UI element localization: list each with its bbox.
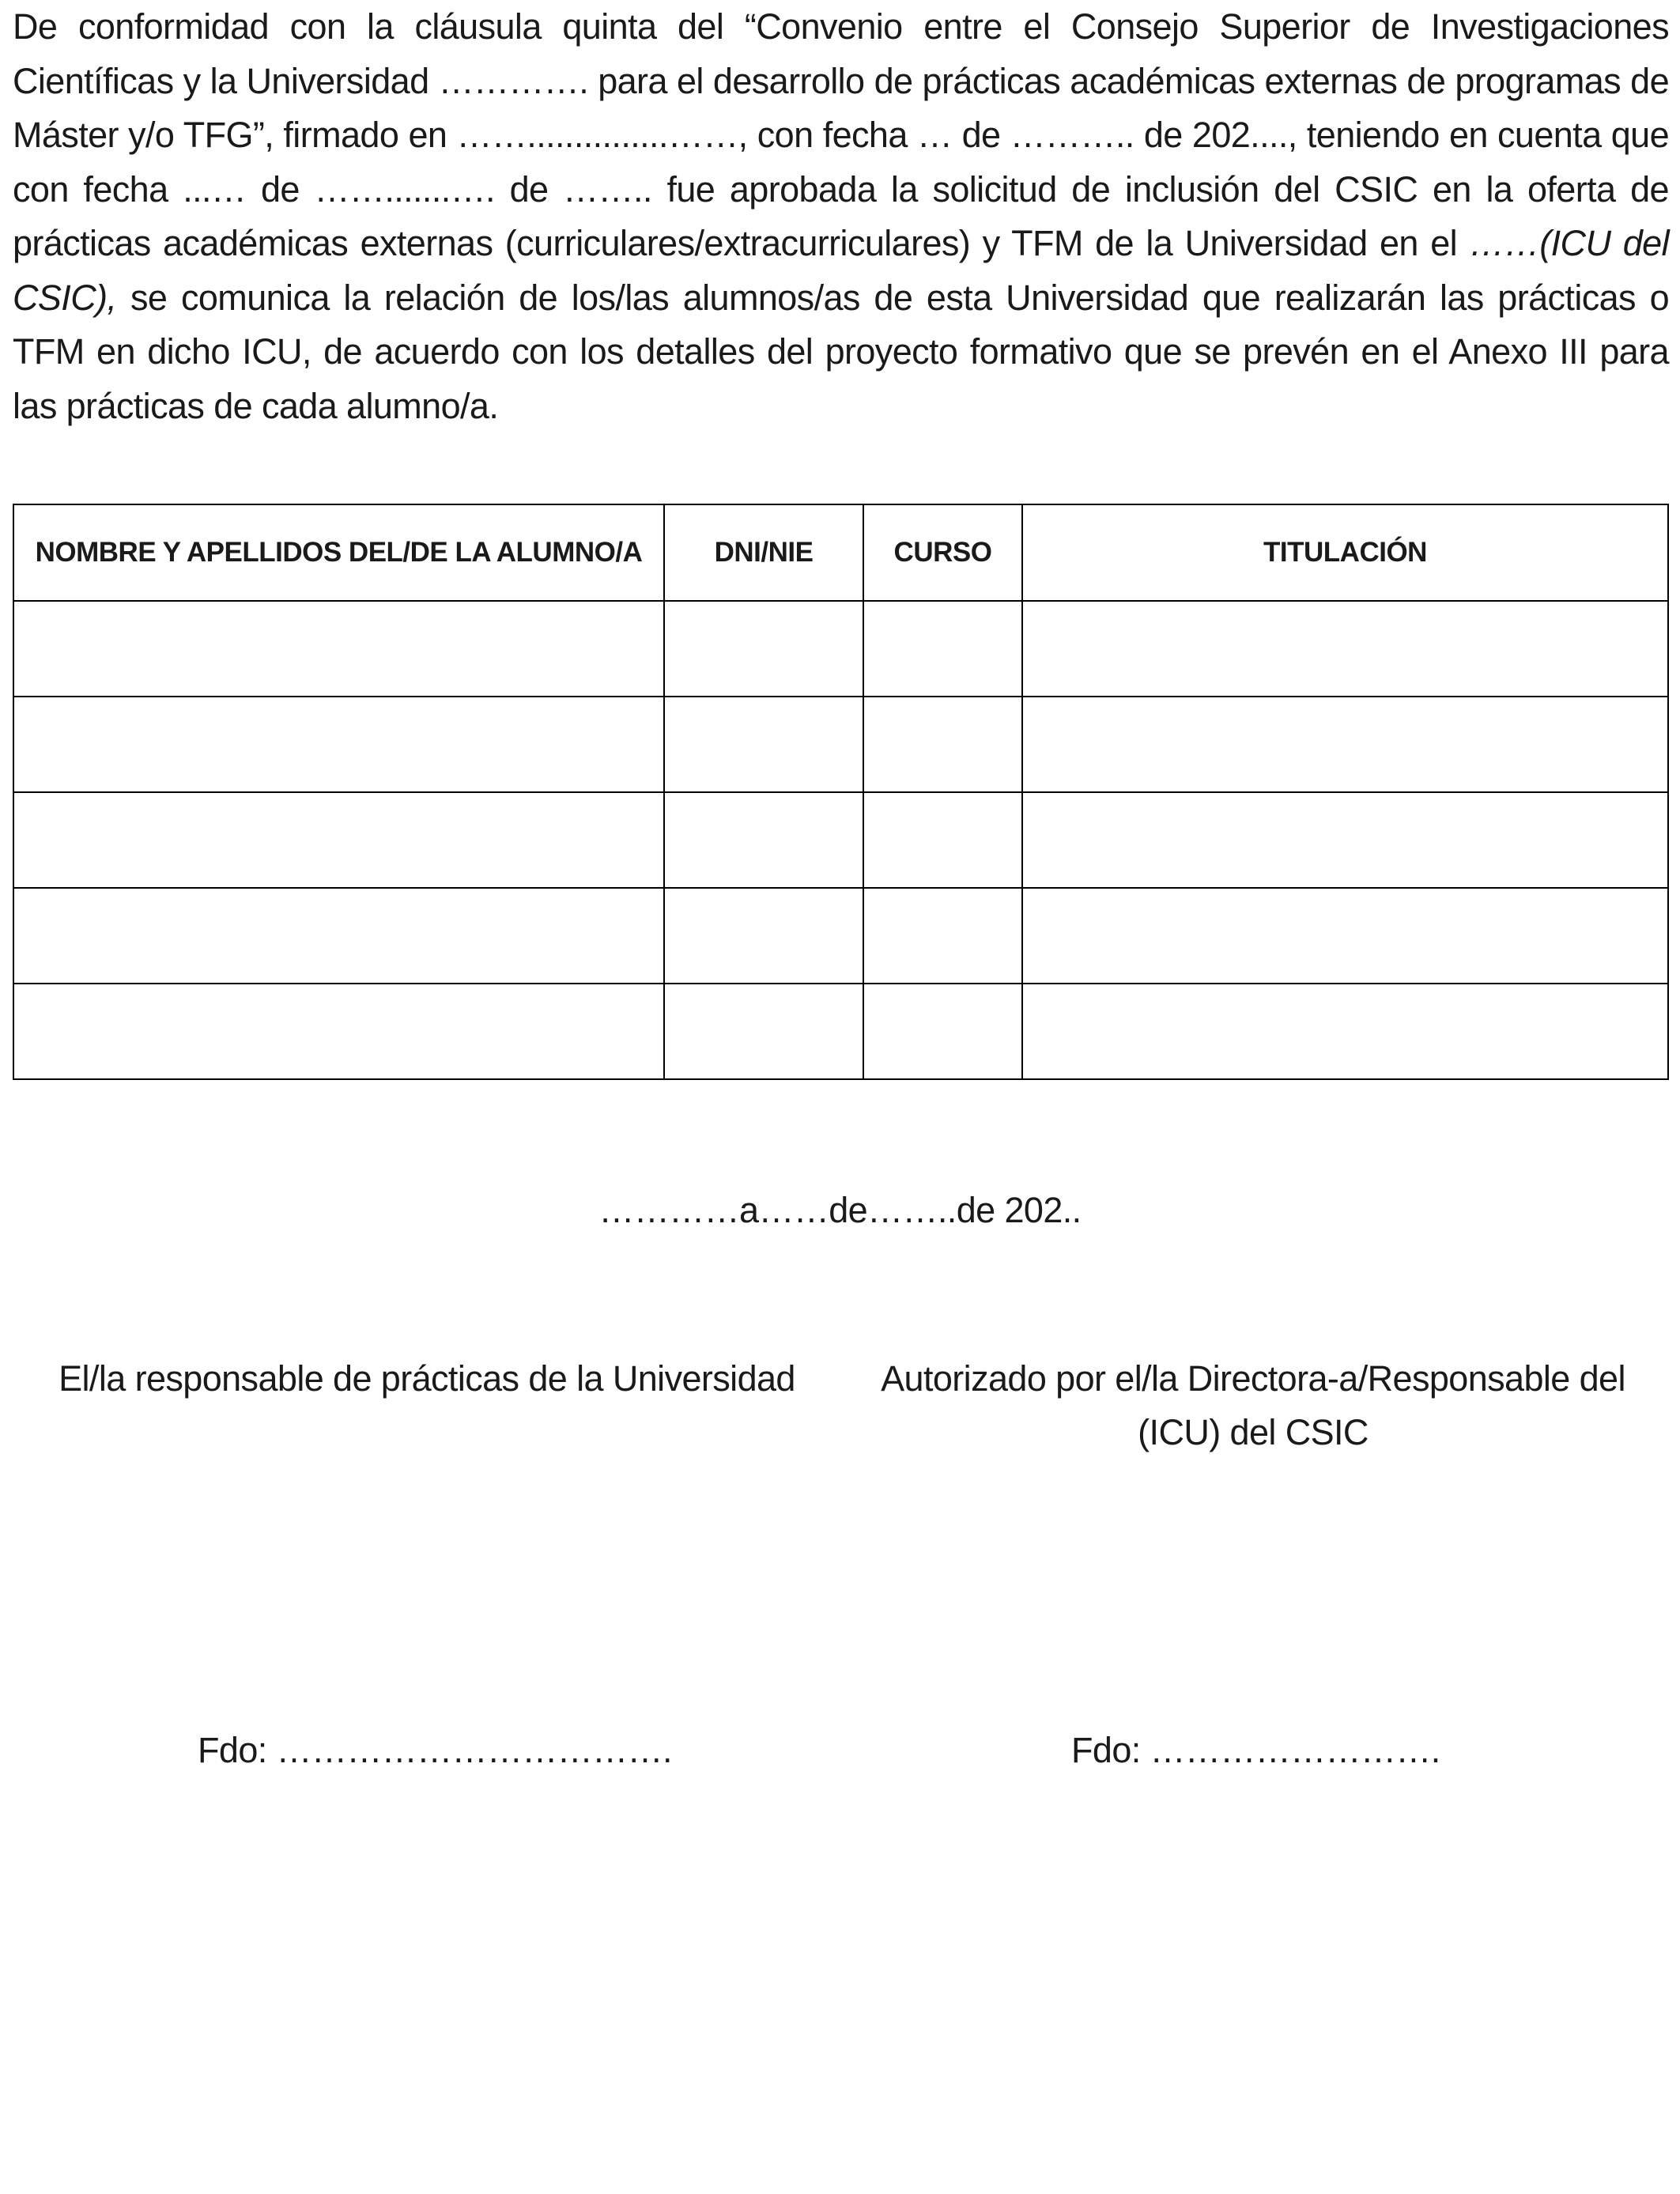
header-name: NOMBRE Y APELLIDOS DEL/DE LA ALUMNO/A [13, 504, 664, 601]
cell-name[interactable] [13, 792, 664, 888]
intro-text-part1: De conformidad con la cláusula quinta del “Convenio entre el Consejo Superior de Investigaciones Científicas y la Universidad …………. para el desarrollo de prácticas académicas externas de programas de Máster y/o TFG”, firmado en ……...............……, con fecha … de ……….. de 202...., teniendo en cuenta que con fecha ...… de …….......…. de …….. fue aprobada la solicitud de inclusión del CSIC en la oferta de prácticas académicas externas (curriculares/extracurriculares) y TFM de la Universidad en el [13, 6, 1669, 263]
place-date-line: …………a……de……..de 202.. [598, 1190, 1082, 1230]
table-row [13, 984, 1668, 1079]
cell-curso[interactable] [863, 697, 1022, 792]
csic-signature-line: Fdo: ……………………. [1071, 1730, 1440, 1770]
cell-dni[interactable] [664, 792, 863, 888]
university-signature-line: Fdo: ……………………………. [198, 1730, 672, 1770]
intro-paragraph [13, 0, 1669, 433]
cell-name[interactable] [13, 697, 664, 792]
table-row [13, 792, 1668, 888]
table-header-row [13, 504, 1668, 601]
cell-name[interactable] [13, 984, 664, 1079]
cell-titulacion[interactable] [1022, 792, 1668, 888]
table-row [13, 601, 1668, 697]
csic-signatory-title: Autorizado por el/la Directora-a/Responsable del (ICU) del CSIC [881, 1358, 1625, 1452]
intro-text-icu-italic: ……(ICU del CSIC), [13, 223, 1669, 318]
cell-curso[interactable] [863, 601, 1022, 697]
table-row [13, 697, 1668, 792]
cell-curso[interactable] [863, 984, 1022, 1079]
cell-dni[interactable] [664, 888, 863, 984]
cell-dni[interactable] [664, 984, 863, 1079]
cell-dni[interactable] [664, 601, 863, 697]
cell-titulacion[interactable] [1022, 697, 1668, 792]
cell-name[interactable] [13, 888, 664, 984]
cell-name[interactable] [13, 601, 664, 697]
table-row [13, 888, 1668, 984]
header-titulacion: TITULACIÓN [1022, 504, 1668, 601]
cell-titulacion[interactable] [1022, 984, 1668, 1079]
header-dni: DNI/NIE [664, 504, 863, 601]
cell-curso[interactable] [863, 792, 1022, 888]
cell-titulacion[interactable] [1022, 888, 1668, 984]
cell-titulacion[interactable] [1022, 601, 1668, 697]
university-signatory-title: El/la responsable de prácticas de la Universidad [59, 1358, 795, 1399]
header-curso: CURSO [863, 504, 1022, 601]
cell-curso[interactable] [863, 888, 1022, 984]
intro-text-part3: se comunica la relación de los/las alumnos/as de esta Universidad que realizarán las prácticas o TFM en dicho ICU, de acuerdo con los detalles del proyecto formativo que se prevén en el Anexo III para las prácticas de cada alumno/a. [13, 277, 1669, 426]
cell-dni[interactable] [664, 697, 863, 792]
students-table [13, 504, 1669, 1080]
